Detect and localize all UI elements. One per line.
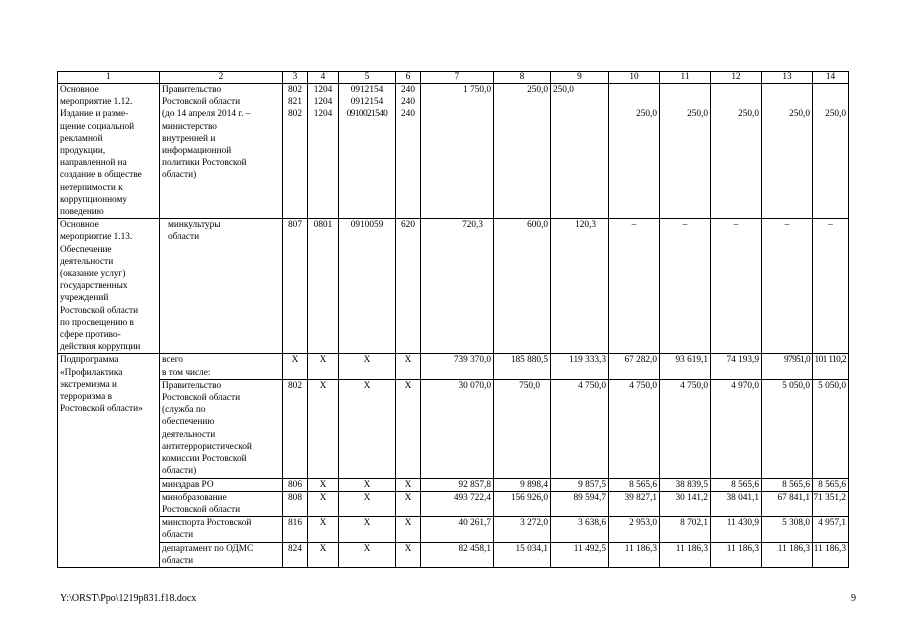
value-cell: 67 282,0 <box>609 354 660 379</box>
cell-line: Ростовской области <box>60 305 139 316</box>
cell-line: Ростовской области <box>162 504 241 515</box>
cell-line: всего <box>162 355 183 366</box>
value-cell <box>762 84 813 219</box>
cell-line: деятельности <box>162 429 216 440</box>
cell-line: 240 <box>401 85 415 95</box>
value-cell: 30 070,0 <box>421 379 494 478</box>
cell-line: (до 14 апреля 2014 г. – <box>162 109 251 120</box>
budget-table <box>57 71 849 568</box>
rzpr-cell: X <box>308 379 339 478</box>
header-cell: 14 <box>813 72 849 84</box>
value-cell: 8 565,6 <box>762 478 813 491</box>
cell-line: 0912154 <box>350 85 384 95</box>
value-cell: 11 186,3 <box>762 542 813 567</box>
value-cell: 40 261,7 <box>421 517 494 542</box>
cell-line: минкультуры <box>168 220 221 231</box>
cell-line: экстремизма и <box>60 379 117 390</box>
value-cell <box>609 84 660 219</box>
cell-line: Ростовской области <box>162 97 241 108</box>
cell-line: учреждений <box>60 293 109 304</box>
value-cell: 82 458,1 <box>421 542 494 567</box>
rzpr-cell: 0801 <box>308 219 339 354</box>
cell-line: комиссии Ростовской <box>162 454 247 465</box>
csr-cell: X <box>339 517 396 542</box>
header-cell: 3 <box>283 72 308 84</box>
value-cell: 493 722,4 <box>421 491 494 516</box>
value-cell: 74 193,9 <box>711 354 762 379</box>
grbs-cell <box>283 84 308 219</box>
cell-line: терроризма в <box>60 392 112 403</box>
header-cell: 1 <box>58 72 160 84</box>
header-cell: 4 <box>308 72 339 84</box>
grbs-cell: 806 <box>283 478 308 491</box>
cell-line: антитеррористической <box>162 441 252 452</box>
csr-cell: X <box>339 491 396 516</box>
value-cell: 4 970,0 <box>711 379 762 478</box>
value-cell: 739 370,0 <box>421 354 494 379</box>
executor-cell <box>160 491 283 516</box>
table-row <box>58 84 849 219</box>
executor-cell <box>160 84 283 219</box>
value-cell: 97951,0 <box>762 354 813 379</box>
grbs-cell: X <box>283 354 308 379</box>
cell-line: 1204 <box>313 109 333 120</box>
csr-cell: X <box>339 379 396 478</box>
cell-line: области) <box>162 466 197 477</box>
cell-line: минспорта Ростовской <box>162 518 252 529</box>
executor-cell <box>160 542 283 567</box>
header-cell: 11 <box>660 72 711 84</box>
value-cell: 30 141,2 <box>660 491 711 516</box>
csr-cell: X <box>339 478 396 491</box>
grbs-cell: 824 <box>283 542 308 567</box>
executor-cell <box>160 478 283 491</box>
csr-cell <box>339 84 396 219</box>
header-cell: 7 <box>421 72 494 84</box>
cell-line: «Профилактика <box>60 367 123 378</box>
cell-line: 1204 <box>313 97 333 108</box>
header-cell: 6 <box>396 72 421 84</box>
cell-line: (оказание услуг) <box>60 269 126 280</box>
cell-line: Правительство <box>162 380 222 391</box>
value-cell: 720,3 <box>421 219 494 354</box>
rzpr-cell: X <box>308 354 339 379</box>
cell-line: министерство <box>162 121 217 132</box>
value-cell: 11 430,9 <box>711 517 762 542</box>
cell-line: в том числе: <box>162 367 211 378</box>
value-cell <box>711 84 762 219</box>
header-cell: 2 <box>160 72 283 84</box>
grbs-cell: 808 <box>283 491 308 516</box>
value-cell: 3 272,0 <box>494 517 551 542</box>
vr-cell: X <box>396 354 421 379</box>
header-cell: 5 <box>339 72 396 84</box>
cell-line: 250,0 <box>687 109 708 119</box>
cell-line: области <box>168 232 200 243</box>
value-cell: 4 750,0 <box>551 379 609 478</box>
value-cell: 8 702,1 <box>660 517 711 542</box>
cell-line: обеспечению <box>162 417 215 428</box>
cell-line: Ростовской области <box>162 393 241 404</box>
value-cell: 1 750,0 <box>421 84 494 219</box>
value-cell: – <box>660 219 711 354</box>
measure-name-cell <box>58 219 160 354</box>
cell-line: минобразование <box>162 492 227 503</box>
page-number: 9 <box>851 593 856 604</box>
cell-line: 802 <box>288 85 302 95</box>
cell-line: политики Ростовской <box>162 158 247 169</box>
table-row <box>58 517 849 542</box>
table-header-row <box>58 72 849 84</box>
value-cell: 750,0 <box>494 379 551 478</box>
value-cell: – <box>609 219 660 354</box>
vr-cell <box>396 84 421 219</box>
value-cell: 120,3 <box>551 219 609 354</box>
footer-file-path: Y:\ORST\Ppo\1219p831.f18.docx <box>60 593 197 604</box>
cell-line: 250,0 <box>738 109 759 119</box>
cell-line: (служба по <box>162 405 206 416</box>
value-cell: 38 041,1 <box>711 491 762 516</box>
cell-line: 1204 <box>313 85 333 95</box>
cell-line: 0912154 <box>350 97 384 108</box>
vr-cell: X <box>396 517 421 542</box>
value-cell: 5 050,0 <box>813 379 849 478</box>
cell-line: Ростовской области» <box>60 404 143 415</box>
cell-line: мероприятие 1.13. <box>60 232 133 243</box>
cell-line: Основное <box>60 85 99 95</box>
value-cell: 8 565,6 <box>813 478 849 491</box>
cell-line: действия коррупции <box>60 342 141 353</box>
executor-cell <box>160 517 283 542</box>
cell-line: 240 <box>401 97 415 108</box>
csr-cell: X <box>339 354 396 379</box>
csr-cell: X <box>339 542 396 567</box>
csr-cell: 0910059 <box>339 219 396 354</box>
table-row <box>58 354 849 379</box>
value-cell: 11 186,3 <box>813 542 849 567</box>
cell-line: коррупционному <box>60 194 128 205</box>
cell-line: области <box>162 530 194 541</box>
value-cell: 4 957,1 <box>813 517 849 542</box>
header-cell: 10 <box>609 72 660 84</box>
value-cell: 4 750,0 <box>660 379 711 478</box>
value-cell: 93 619,1 <box>660 354 711 379</box>
cell-line: 250,0 <box>825 109 846 119</box>
cell-line: департамент по ОДМС <box>162 543 254 554</box>
header-cell: 12 <box>711 72 762 84</box>
cell-line: рекламной <box>60 133 103 144</box>
cell-line: внутренней и <box>162 133 216 144</box>
value-cell: 4 750,0 <box>609 379 660 478</box>
table-row <box>58 478 849 491</box>
value-cell: 156 926,0 <box>494 491 551 516</box>
cell-line: продукции, <box>60 146 106 157</box>
value-cell: 92 857,8 <box>421 478 494 491</box>
rzpr-cell: X <box>308 491 339 516</box>
table-row <box>58 542 849 567</box>
cell-line: по просвещению в <box>60 317 134 328</box>
value-cell: 2 953,0 <box>609 517 660 542</box>
table-row <box>58 379 849 478</box>
measure-name-cell <box>58 84 160 219</box>
vr-cell: X <box>396 478 421 491</box>
cell-line: 250,0 <box>789 109 810 119</box>
value-cell: 89 594,7 <box>551 491 609 516</box>
value-cell: 5 050,0 <box>762 379 813 478</box>
value-cell: – <box>711 219 762 354</box>
executor-cell <box>160 219 283 354</box>
executor-cell <box>160 379 283 478</box>
subprogram-name-cell <box>58 354 160 567</box>
cell-line: Обеспечение <box>60 244 112 255</box>
value-cell: 38 839,5 <box>660 478 711 491</box>
grbs-cell: 816 <box>283 517 308 542</box>
cell-line: 240 <box>401 109 415 120</box>
cell-line: Издание и разме- <box>60 109 129 120</box>
value-cell <box>813 84 849 219</box>
value-cell: 67 841,1 <box>762 491 813 516</box>
vr-cell: X <box>396 542 421 567</box>
cell-line: Основное <box>60 220 99 231</box>
header-cell: 8 <box>494 72 551 84</box>
cell-line: 821 <box>288 97 302 108</box>
value-cell: – <box>813 219 849 354</box>
value-cell: 250,0 <box>494 84 551 219</box>
value-cell: 11 186,3 <box>609 542 660 567</box>
value-cell: 250,0 <box>551 84 609 219</box>
value-cell: 11 492,5 <box>551 542 609 567</box>
vr-cell: X <box>396 491 421 516</box>
value-cell: 71 351,2 <box>813 491 849 516</box>
value-cell: 119 333,3 <box>551 354 609 379</box>
value-cell: 39 827,1 <box>609 491 660 516</box>
value-cell: 3 638,6 <box>551 517 609 542</box>
cell-line: сфере противо- <box>60 330 121 341</box>
value-cell: 9 857,5 <box>551 478 609 491</box>
cell-line: Подпрограмма <box>60 355 119 366</box>
cell-line: минздрав РО <box>162 479 214 490</box>
grbs-cell: 807 <box>283 219 308 354</box>
rzpr-cell: X <box>308 517 339 542</box>
vr-cell: 620 <box>396 219 421 354</box>
cell-line: деятельности <box>60 256 114 267</box>
value-cell: 11 186,3 <box>660 542 711 567</box>
cell-line: поведению <box>60 207 104 218</box>
value-cell: 600,0 <box>494 219 551 354</box>
cell-line: создание в обществе <box>60 170 142 181</box>
header-cell: 9 <box>551 72 609 84</box>
value-cell: 8 565,6 <box>609 478 660 491</box>
value-cell: 8 565,6 <box>711 478 762 491</box>
cell-line: мероприятие 1.12. <box>60 97 133 108</box>
value-cell: – <box>762 219 813 354</box>
rzpr-cell: X <box>308 542 339 567</box>
cell-line: Правительство <box>162 85 222 95</box>
header-cell: 13 <box>762 72 813 84</box>
value-cell: 185 880,5 <box>494 354 551 379</box>
table-row <box>58 491 849 516</box>
rzpr-cell: X <box>308 478 339 491</box>
cell-line: нетерпимости к <box>60 182 123 193</box>
value-cell <box>660 84 711 219</box>
cell-line: области) <box>162 170 197 181</box>
cell-line: информационной <box>162 146 232 157</box>
value-cell: 9 898,4 <box>494 478 551 491</box>
value-cell: 5 308,0 <box>762 517 813 542</box>
value-cell: 101 110,2 <box>813 354 849 379</box>
grbs-cell: 802 <box>283 379 308 478</box>
rzpr-cell <box>308 84 339 219</box>
executor-cell <box>160 354 283 379</box>
cell-line: государственных <box>60 281 128 292</box>
cell-line: 802 <box>288 109 302 120</box>
cell-line: щение социальной <box>60 121 135 132</box>
value-cell: 15 034,1 <box>494 542 551 567</box>
cell-line: области <box>162 555 194 566</box>
table-row <box>58 219 849 354</box>
cell-line: направленной на <box>60 158 127 169</box>
cell-line: 0910021540 <box>346 109 388 120</box>
vr-cell: X <box>396 379 421 478</box>
cell-line: 250,0 <box>636 109 657 119</box>
value-cell: 11 186,3 <box>711 542 762 567</box>
